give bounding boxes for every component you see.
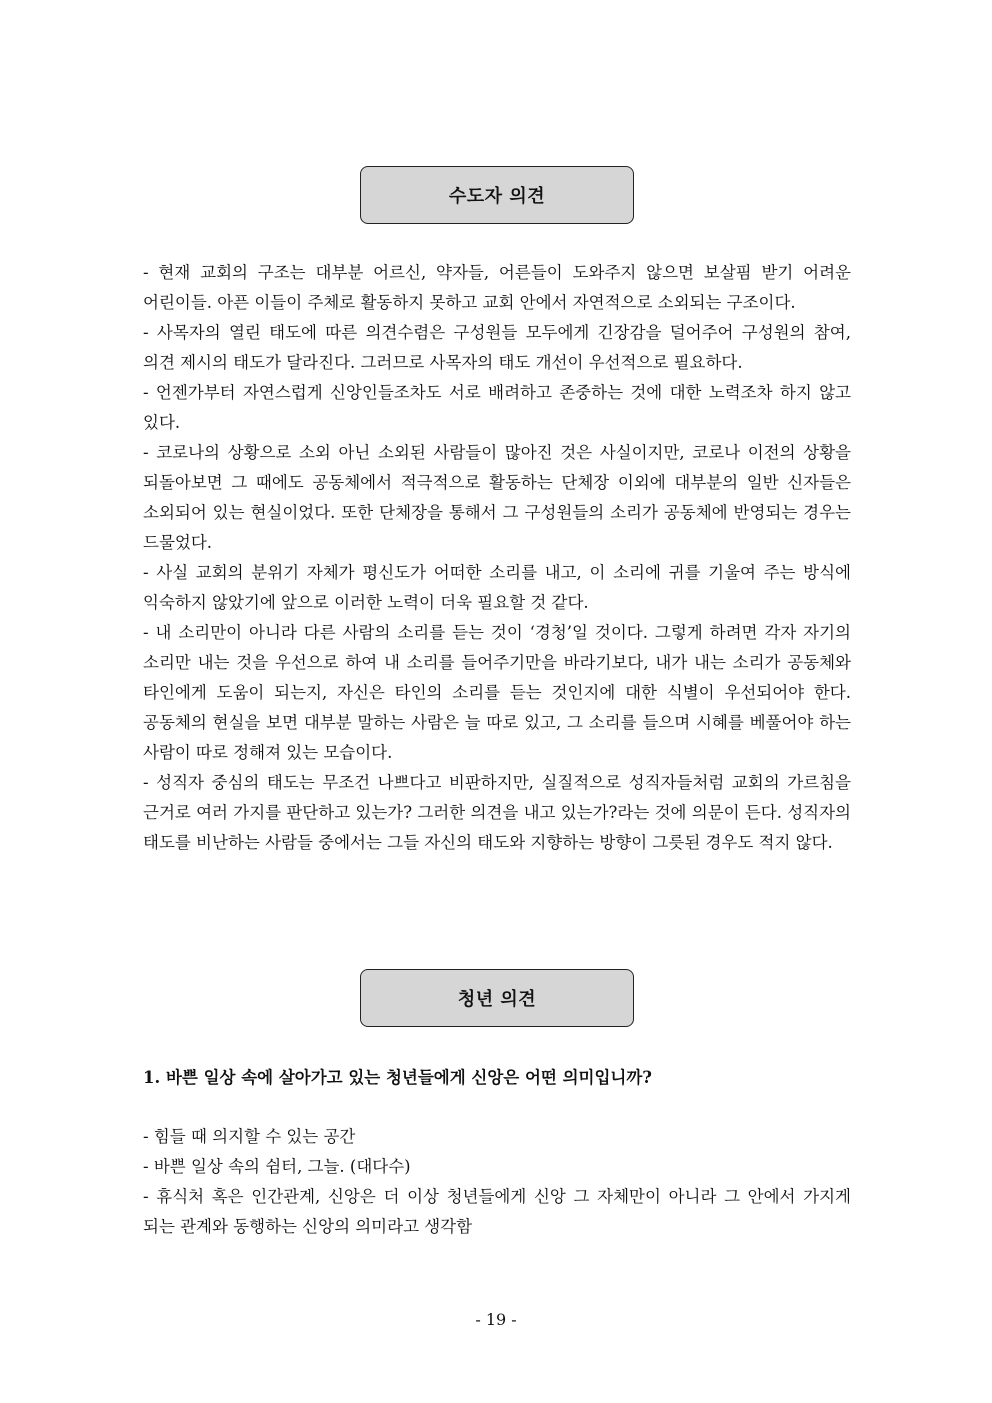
section-heading-youth bbox=[360, 969, 634, 1027]
question-heading: 1. 바쁜 일상 속에 살아가고 있는 청년들에게 신앙은 어떤 의미입니까? bbox=[143, 1068, 652, 1087]
paragraph: - 내 소리만이 아니라 다른 사람의 소리를 듣는 것이 ‘경청’일 것이다. 그렇게 하려면 각자 자기의 소리만 내는 것을 우선으로 하여 내 소리를 들어주기만을 바라기보다, 내가 내는 소리가 공동체와 타인에게 도움이 되는지, 자신은 타인의 소리를 듣는 것인지에 대한 식별이 우선되어야 한다. 공동체의 현실을 보면 대부분 말하는 사람은 늘 따로 있고, 그 소리를 들으며 시혜를 베풀어야 하는 사람이 따로 정해져 있는 모습이다. bbox=[143, 623, 851, 762]
paragraph: - 사목자의 열린 태도에 따른 의견수렴은 구성원들 모두에게 긴장감을 덜어주어 구성원의 참여, 의견 제시의 태도가 달라진다. 그러므로 사목자의 태도 개선이 우선적으로 필요하다. bbox=[143, 323, 851, 372]
paragraph: - 언젠가부터 자연스럽게 신앙인들조차도 서로 배려하고 존중하는 것에 대한 노력조차 하지 않고 있다. bbox=[143, 383, 851, 432]
paragraph: - 힘들 때 의지할 수 있는 공간 bbox=[143, 1127, 356, 1146]
page-number: - 19 - bbox=[475, 1310, 517, 1329]
paragraph: - 현재 교회의 구조는 대부분 어르신, 약자들, 어른들이 도와주지 않으면 보살핌 받기 어려운 어린이들. 아픈 이들이 주체로 활동하지 못하고 교회 안에서 자연적으로 소외되는 구조이다. bbox=[143, 263, 851, 312]
paragraph: - 바쁜 일상 속의 쉼터, 그늘. (대다수) bbox=[143, 1157, 411, 1176]
paragraph: - 성직자 중심의 태도는 무조건 나쁘다고 비판하지만, 실질적으로 성직자들처럼 교회의 가르침을 근거로 여러 가지를 판단하고 있는가? 그러한 의견을 내고 있는가?라는 것에 의문이 든다. 성직자의 태도를 비난하는 사람들 중에서는 그들 자신의 태도와 지향하는 방향이 그릇된 경우도 적지 않다. bbox=[143, 773, 851, 852]
section-heading-religious-text: 수도자 의견 bbox=[448, 186, 546, 207]
youth-opinions-body bbox=[143, 1122, 851, 1242]
section-heading-religious bbox=[360, 166, 634, 224]
paragraph: - 사실 교회의 분위기 자체가 평신도가 어떠한 소리를 내고, 이 소리에 귀를 기울여 주는 방식에 익숙하지 않았기에 앞으로 이러한 노력이 더욱 필요할 것 같다. bbox=[143, 563, 851, 612]
paragraph: - 코로나의 상황으로 소외 아닌 소외된 사람들이 많아진 것은 사실이지만, 코로나 이전의 상황을 되돌아보면 그 때에도 공동체에서 적극적으로 활동하는 단체장 이외에 대부분의 일반 신자들은 소외되어 있는 현실이었다. 또한 단체장을 통해서 그 구성원들의 소리가 공동체에 반영되는 경우는 드물었다. bbox=[143, 443, 851, 552]
religious-opinions-body bbox=[143, 258, 851, 858]
paragraph: - 휴식처 혹은 인간관계, 신앙은 더 이상 청년들에게 신앙 그 자체만이 아니라 그 안에서 가지게 되는 관계와 동행하는 신앙의 의미라고 생각함 bbox=[143, 1187, 851, 1236]
section-heading-youth-text: 청년 의견 bbox=[457, 989, 537, 1010]
